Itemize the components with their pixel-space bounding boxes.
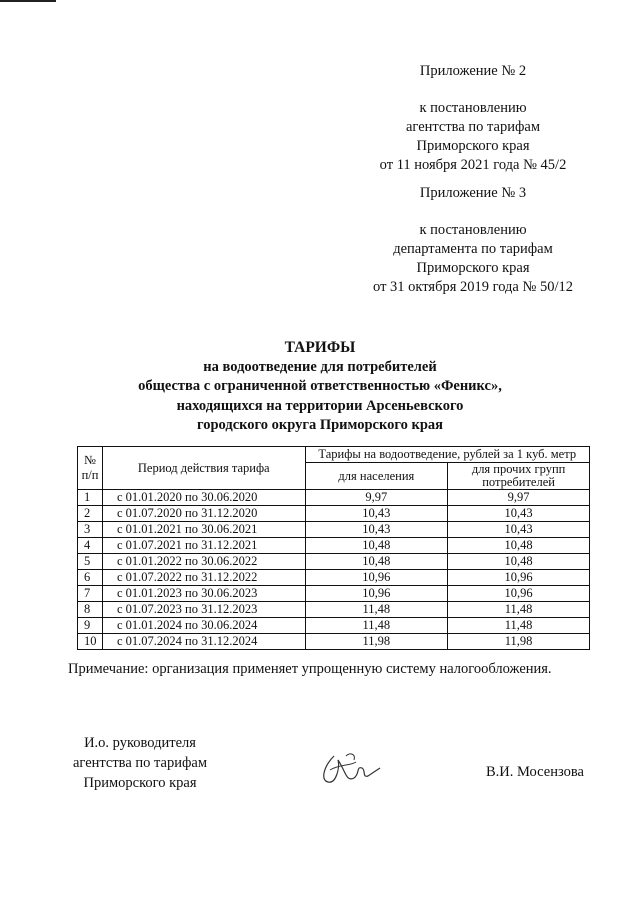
title-main: ТАРИФЫ	[284, 339, 356, 356]
header-period: Период действия тарифа	[102, 447, 305, 490]
header-population: для населения	[305, 463, 448, 490]
row-number: 10	[78, 634, 103, 650]
row-other-tariff: 10,48	[448, 554, 590, 570]
row-period: с 01.01.2021 по 30.06.2021	[102, 522, 305, 538]
header-tariff-group: Тарифы на водоотведение, рублей за 1 куб. метр	[305, 447, 589, 463]
title-line: общества с ограниченной ответственностью «Феникс»,	[138, 378, 502, 394]
document-title	[0, 338, 640, 436]
table-row	[78, 618, 590, 634]
row-period: с 01.01.2024 по 30.06.2024	[102, 618, 305, 634]
row-population-tariff: 10,96	[305, 570, 448, 586]
corner-mark	[0, 0, 56, 2]
table-row	[78, 554, 590, 570]
tariff-rows	[78, 490, 590, 650]
handwritten-signature	[316, 748, 386, 788]
signatory-position	[60, 733, 220, 793]
table-row	[78, 522, 590, 538]
row-period: с 01.01.2022 по 30.06.2022	[102, 554, 305, 570]
row-number: 7	[78, 586, 103, 602]
row-population-tariff: 11,48	[305, 602, 448, 618]
header-other: для прочих групп потребителей	[448, 463, 590, 490]
appendix-2-block	[368, 62, 578, 175]
row-number: 6	[78, 570, 103, 586]
row-population-tariff: 10,48	[305, 554, 448, 570]
row-number: 5	[78, 554, 103, 570]
appendix-2-line: к постановлению	[419, 100, 527, 116]
signatory-line: И.о. руководителя	[84, 735, 196, 751]
row-other-tariff: 11,48	[448, 618, 590, 634]
row-number: 2	[78, 506, 103, 522]
appendix-3-line: Приморского края	[416, 260, 530, 276]
table-row	[78, 506, 590, 522]
row-other-tariff: 10,48	[448, 538, 590, 554]
signatory-line: агентства по тарифам	[73, 755, 207, 771]
title-line: на водоотведение для потребителей	[203, 358, 437, 375]
appendix-3-line: от 31 октября 2019 года № 50/12	[373, 279, 573, 295]
row-other-tariff: 10,43	[448, 506, 590, 522]
row-population-tariff: 10,43	[305, 522, 448, 538]
signatory-name: В.И. Мосензова	[486, 764, 584, 780]
appendix-3-line: к постановлению	[419, 222, 527, 238]
tariff-table	[77, 446, 590, 650]
row-population-tariff: 9,97	[305, 490, 448, 506]
row-other-tariff: 11,98	[448, 634, 590, 650]
appendix-2-number: Приложение № 2	[419, 63, 527, 79]
table-row	[78, 570, 590, 586]
row-other-tariff: 9,97	[448, 490, 590, 506]
row-population-tariff: 11,48	[305, 618, 448, 634]
table-row	[78, 602, 590, 618]
table-row	[78, 586, 590, 602]
row-period: с 01.07.2020 по 31.12.2020	[102, 506, 305, 522]
table-row	[78, 538, 590, 554]
row-number: 1	[78, 490, 103, 506]
header-num: № п/п	[78, 447, 103, 490]
row-period: с 01.01.2023 по 30.06.2023	[102, 586, 305, 602]
appendix-2-line: агентства по тарифам	[406, 119, 540, 135]
row-number: 8	[78, 602, 103, 618]
row-population-tariff: 11,98	[305, 634, 448, 650]
row-period: с 01.07.2021 по 31.12.2021	[102, 538, 305, 554]
row-other-tariff: 10,96	[448, 586, 590, 602]
row-other-tariff: 11,48	[448, 602, 590, 618]
row-population-tariff: 10,48	[305, 538, 448, 554]
appendix-3-number: Приложение № 3	[419, 185, 527, 201]
table-row	[78, 634, 590, 650]
row-number: 9	[78, 618, 103, 634]
row-number: 3	[78, 522, 103, 538]
row-period: с 01.07.2024 по 31.12.2024	[102, 634, 305, 650]
title-line: городского округа Приморского края	[197, 417, 443, 433]
note: Примечание: организация применяет упрощенную систему налогообложения.	[68, 661, 552, 677]
row-population-tariff: 10,43	[305, 506, 448, 522]
appendix-3-block	[368, 184, 578, 297]
row-other-tariff: 10,96	[448, 570, 590, 586]
title-line: находящихся на территории Арсеньевского	[176, 397, 464, 414]
appendix-2-line: от 11 ноября 2021 года № 45/2	[379, 157, 567, 173]
row-period: с 01.01.2020 по 30.06.2020	[102, 490, 305, 506]
row-other-tariff: 10,43	[448, 522, 590, 538]
signatory-line: Приморского края	[83, 775, 197, 791]
table-row	[78, 490, 590, 506]
row-period: с 01.07.2023 по 31.12.2023	[102, 602, 305, 618]
row-population-tariff: 10,96	[305, 586, 448, 602]
row-number: 4	[78, 538, 103, 554]
appendix-2-line: Приморского края	[416, 138, 530, 154]
appendix-3-line: департамента по тарифам	[393, 241, 553, 257]
row-period: с 01.07.2022 по 31.12.2022	[102, 570, 305, 586]
